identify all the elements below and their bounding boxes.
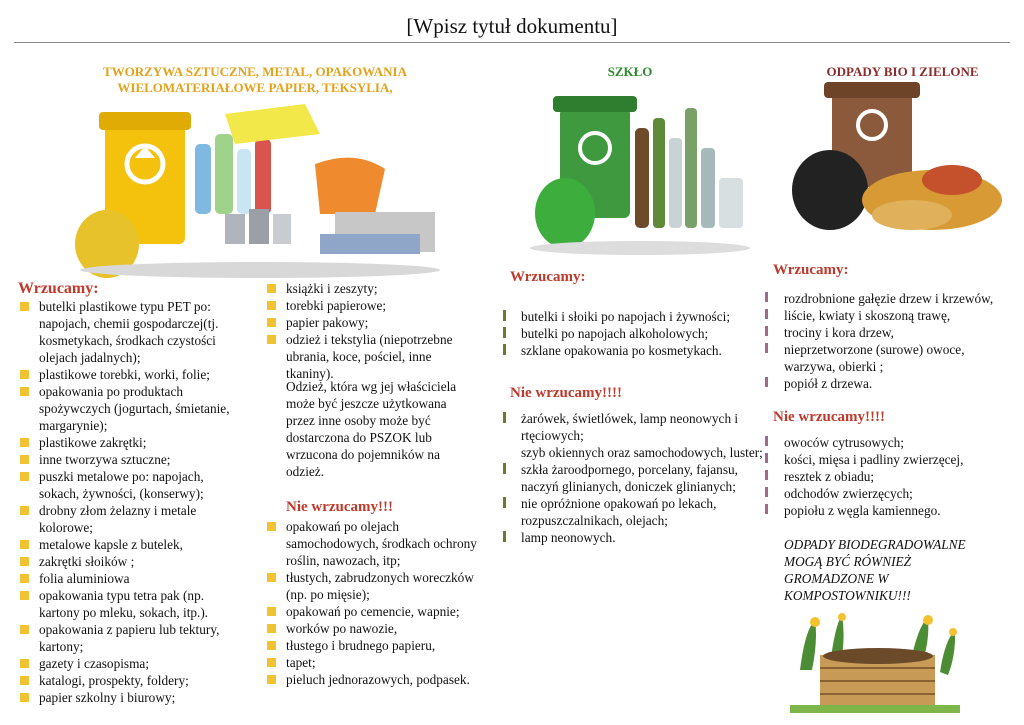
title-divider	[14, 42, 1010, 43]
list-item: tłustych, zabrudzonych woreczków (np. po mięsie);	[265, 569, 490, 603]
list-item: plastikowe torebki, worki, folie;	[18, 366, 246, 383]
list-item: popiół z drzewa.	[763, 375, 995, 392]
list-item: pieluch jednorazowych, podpasek.	[265, 671, 490, 688]
black-bag	[792, 150, 868, 230]
list-item: folia aluminiowa	[18, 570, 246, 587]
list-item: papier szkolny i biurowy;	[18, 689, 246, 706]
list-item: worków po nawozie,	[265, 620, 490, 637]
list-item: butelki plastikowe typu PET po: napojach, chemii gospodarczej(tj. kosmetykach, środkach czystości olejach jadalnych);	[18, 298, 246, 366]
clothing-note: Odzież, która wg jej właściciela może być jeszcze użytkowana przez inne osoby może być dostarczona do PSZOK lub wrzucona do pojemników na odzież.	[286, 379, 457, 479]
list-item: drobny złom żelazny i metale kolorowe;	[18, 502, 246, 536]
plastics-rejected-list	[265, 518, 490, 688]
plastics-accepted-list	[18, 298, 246, 706]
list-item: lamp neonowych.	[500, 529, 765, 546]
list-item: tapet;	[265, 654, 490, 671]
bio-accepted-label: Wrzucamy:	[773, 262, 849, 278]
plastics-illustration	[75, 94, 445, 282]
list-item: zakrętki słoików ;	[18, 553, 246, 570]
list-item: odzież i tekstylia (niepotrzebne ubrania, koce, pościel, inne tkaniny).	[265, 331, 480, 382]
glass-rejected-list	[500, 410, 765, 546]
list-item: szkła żaroodpornego, porcelany, fajansu, naczyń glinianych, doniczek glinianych;	[500, 461, 765, 495]
plastics-heading-line2: WIELOMATERIAŁOWE PAPIER, TEKSYLIA,	[117, 80, 393, 95]
list-item: opakowania z papieru lub tektury, kartony;	[18, 621, 246, 655]
bio-accepted-list	[763, 290, 995, 392]
list-item: żarówek, świetlówek, lamp neonowych i rtęciowych; szyb okiennych oraz samochodowych, luster;	[500, 410, 765, 461]
list-item: opakowań po cemencie, wapnie;	[265, 603, 490, 620]
compost-illustration	[790, 610, 960, 715]
list-item: opakowania typu tetra pak (np. kartony po mleku, sokach, itp.).	[18, 587, 246, 621]
bio-rejected-list	[763, 434, 995, 519]
list-item: owoców cytrusowych;	[763, 434, 995, 451]
list-item: kości, mięsa i padliny zwierzęcej,	[763, 451, 995, 468]
list-item: inne tworzywa sztuczne;	[18, 451, 246, 468]
list-item: odchodów zwierzęcych;	[763, 485, 995, 502]
list-item: nie opróżnione opakowań po lekach, rozpuszczalnikach, olejach;	[500, 495, 765, 529]
list-item: trociny i kora drzew,	[763, 324, 995, 341]
glass-illustration	[525, 88, 755, 258]
list-item: nieprzetworzone (surowe) owoce, warzywa, obierki ;	[763, 341, 995, 375]
list-item: opakowań po olejach samochodowych, środkach ochrony roślin, nawozach, itp;	[265, 518, 490, 569]
list-item: metalowe kapsle z butelek,	[18, 536, 246, 553]
list-item: opakowania po produktach spożywczych (jogurtach, śmietanie, margarynie);	[18, 383, 246, 434]
list-item: szklane opakowania po kosmetykach.	[500, 342, 765, 359]
list-item: rozdrobnione gałęzie drzew i krzewów,	[763, 290, 995, 307]
glass-rejected-label: Nie wrzucamy!!!!	[510, 385, 623, 401]
document-title: [Wpisz tytuł dokumentu]	[406, 14, 618, 38]
glass-accepted-list	[500, 308, 765, 359]
list-item: butelki i słoiki po napojach i żywności;	[500, 308, 765, 325]
bio-heading: ODPADY BIO I ZIELONE	[826, 64, 979, 79]
list-item: popiołu z węgla kamiennego.	[763, 502, 995, 519]
plastics-heading-line1: TWORZYWA SZTUCZNE, METAL, OPAKOWANIA	[103, 64, 407, 79]
plastics-accepted-label: Wrzucamy:	[18, 280, 99, 297]
plastics-accepted-list-continued	[265, 280, 480, 382]
glass-heading: SZKŁO	[607, 64, 653, 79]
list-item: plastikowe zakrętki;	[18, 434, 246, 451]
green-bag	[535, 178, 595, 248]
plastics-heading	[70, 64, 440, 96]
plastics-rejected-label: Nie wrzucamy!!!	[286, 499, 394, 515]
bio-illustration	[792, 80, 1012, 240]
list-item: liście, kwiaty i skoszoną trawę,	[763, 307, 995, 324]
glass-accepted-label: Wrzucamy:	[510, 269, 586, 285]
list-item: torebki papierowe;	[265, 297, 480, 314]
list-item: puszki metalowe po: napojach, sokach, żywności, (konserwy);	[18, 468, 246, 502]
list-item: katalogi, prospekty, foldery;	[18, 672, 246, 689]
compost-note: ODPADY BIODEGRADOWALNE MOGĄ BYĆ RÓWNIEŻ GROMADZONE W KOMPOSTOWNIKU!!!	[784, 537, 966, 603]
list-item: resztek z obiadu;	[763, 468, 995, 485]
list-item: papier pakowy;	[265, 314, 480, 331]
list-item: butelki po napojach alkoholowych;	[500, 325, 765, 342]
list-item: gazety i czasopisma;	[18, 655, 246, 672]
list-item: książki i zeszyty;	[265, 280, 480, 297]
bio-rejected-label: Nie wrzucamy!!!!	[773, 409, 886, 425]
list-item: tłustego i brudnego papieru,	[265, 637, 490, 654]
